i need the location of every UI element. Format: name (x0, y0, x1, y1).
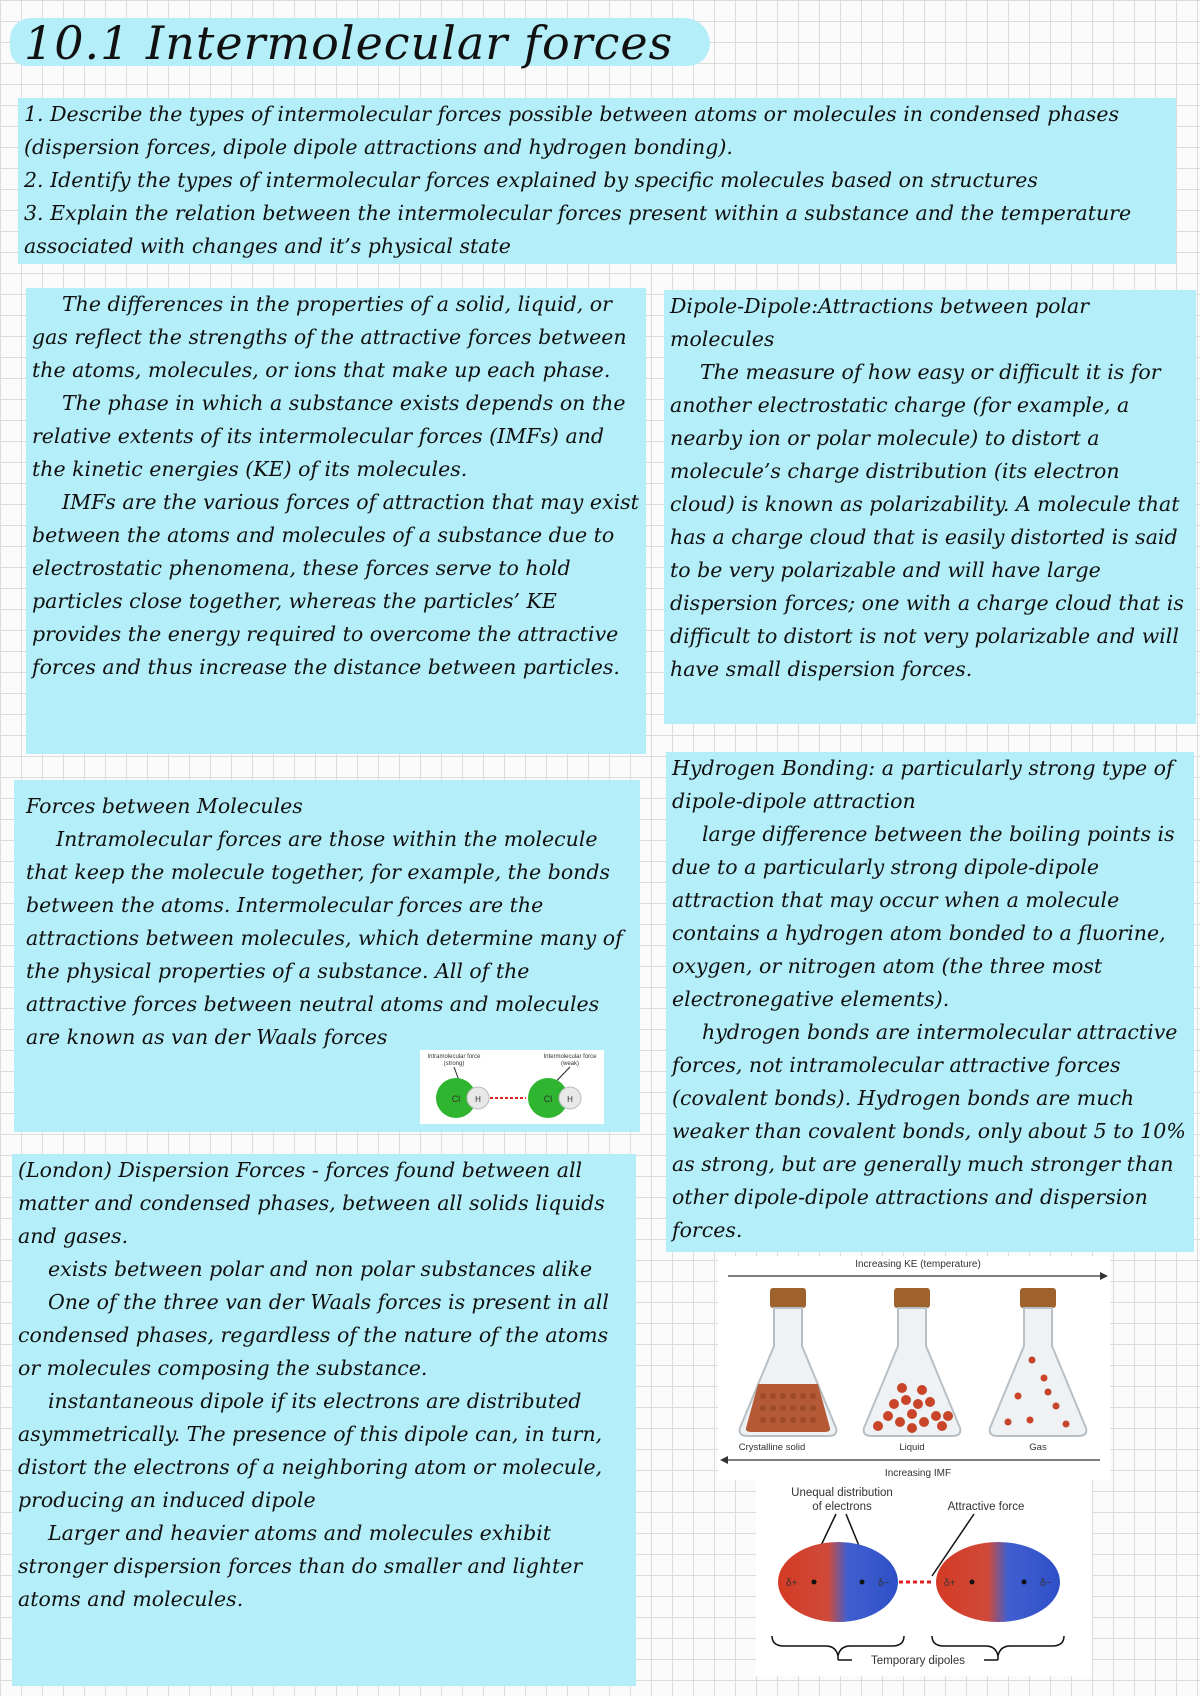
forces-body: Intramolecular forces are those within the molecule that keep the molecule together, for example, the bonds between the atoms. Intermolecular forces are the attractions between molecules, which determine many of the physical properties of a substance. All of the attractive forces between neutral atoms and molecules are known as van der Waals forces (26, 827, 623, 1049)
london-box (12, 1154, 636, 1686)
phase-flasks-figure (718, 1256, 1110, 1480)
delta-minus-right: δ− (1040, 1578, 1052, 1589)
atom-cl-right: Cl (543, 1094, 553, 1104)
dipole-atom-right (936, 1542, 1060, 1622)
label-intermolecular-sub: (weak) (560, 1061, 580, 1067)
dipole-body: The measure of how easy or difficult it is for another electrostatic charge (for example, a nearby ion or polar molecule) to distort a molecule’s charge distribution (its electron cloud) is known as polarizability. A molecule that has a charge cloud that is easily distorted is said to be very polarizable and will have large dispersion forces; one with a charge cloud that is difficult to distort is not very polarizable and will have small dispersion forces. (670, 360, 1184, 681)
temporary-dipoles-label: Temporary dipoles (871, 1655, 965, 1667)
label-intramolecular-sub: (strong) (443, 1061, 465, 1067)
objectives-box (18, 98, 1176, 264)
phases-paragraph-1: The differences in the properties of a solid, liquid, or gas reflect the strengths of the attractive forces between the atoms, molecules, or ions that make up each phase. (32, 292, 627, 382)
page-title: 10.1 Intermolecular forces (24, 16, 674, 70)
atom-h-left: H (475, 1095, 481, 1104)
increasing-ke-label: Increasing KE (temperature) (855, 1259, 981, 1270)
phases-paragraph-2: The phase in which a substance exists depends on the relative extents of its intermolecular forces (IMFs) and the kinetic energies (KE) of its molecules. (32, 391, 626, 481)
hcl-molecule-figure (420, 1050, 604, 1124)
objective-3: 3. Explain the relation between the intermolecular forces present within a substance and the temperature associated with changes and it’s physical state (24, 201, 1132, 258)
london-paragraph-4: Larger and heavier atoms and molecules exhibit stronger dispersion forces than do smaller and lighter atoms and molecules. (18, 1521, 583, 1611)
title-block (10, 12, 710, 74)
hbond-paragraph-2: hydrogen bonds are intermolecular attractive forces, not intramolecular attractive forces (covalent bonds). Hydrogen bonds are much weaker than covalent bonds, only about 5 to 10% as strong, but are generally much stronger than other dipole-dipole attractions and dispersion forces. (672, 1020, 1186, 1242)
dipole-atom-left (778, 1542, 898, 1622)
delta-plus-right: δ+ (944, 1578, 956, 1589)
london-paragraph-2: One of the three van der Waals forces is present in all condensed phases, regardless of the nature of the atoms or molecules composing the substance. (18, 1290, 609, 1380)
phases-paragraph-3: IMFs are the various forces of attraction that may exist between the atoms and molecules of a substance due to electrostatic phenomena, these forces serve to hold particles close together, whereas the particles’ KE provides the energy required to overcome the attractive forces and thus increase the distance between particles. (32, 490, 639, 679)
objective-2: 2. Identify the types of intermolecular forces explained by specific molecules based on structures (24, 168, 1038, 192)
atom-cl-left: Cl (451, 1094, 461, 1104)
delta-plus-left: δ+ (786, 1578, 798, 1589)
delta-minus-left: δ− (878, 1578, 890, 1589)
london-paragraph-3: instantaneous dipole if its electrons are distributed asymmetrically. The presence of this dipole can, in turn, distort the electrons of a neighboring atom or molecule, producing an induced dipole (18, 1389, 603, 1512)
atom-h-right: H (567, 1095, 573, 1104)
london-paragraph-1: exists between polar and non polar substances alike (48, 1257, 593, 1281)
hbond-heading: Hydrogen Bonding: a particularly strong type of dipole-dipole attraction (672, 756, 1174, 813)
increasing-imf-label: Increasing IMF (884, 1468, 952, 1479)
dipole-box (664, 290, 1196, 724)
label-intermolecular: Intermolecular force (543, 1054, 597, 1060)
objective-1: 1. Describe the types of intermolecular forces possible between atoms or molecules in condensed phases (dispersion forces, dipole dipole attractions and hydrogen bonding). (24, 102, 1119, 159)
flask-liquid-label: Liquid (899, 1442, 925, 1453)
flask-solid-label: Crystalline solid (738, 1442, 806, 1453)
attractive-force-label: Attractive force (947, 1501, 1025, 1513)
label-intramolecular: Intramolecular force (427, 1054, 481, 1060)
dipole-heading: Dipole-Dipole:Attractions between polar molecules (670, 294, 1089, 351)
hbond-paragraph-1: large difference between the boiling points is due to a particularly strong dipole-dipole attraction that may occur when a molecule contains a hydrogen atom bonded to a fluorine, oxygen, or nitrogen atom (the three most electronegative elements). (672, 822, 1175, 1011)
unequal-distribution-label-2: of electrons (812, 1501, 872, 1513)
flask-gas-label: Gas (1029, 1442, 1047, 1453)
london-heading: (London) Dispersion Forces - forces found between all matter and condensed phases, between all solids liquids and gases. (18, 1158, 605, 1248)
hbond-box (666, 752, 1194, 1252)
temporary-dipoles-figure (756, 1480, 1092, 1676)
forces-heading: Forces between Molecules (26, 794, 303, 818)
unequal-distribution-label-1: Unequal distribution (791, 1487, 893, 1499)
phases-box (26, 288, 646, 754)
